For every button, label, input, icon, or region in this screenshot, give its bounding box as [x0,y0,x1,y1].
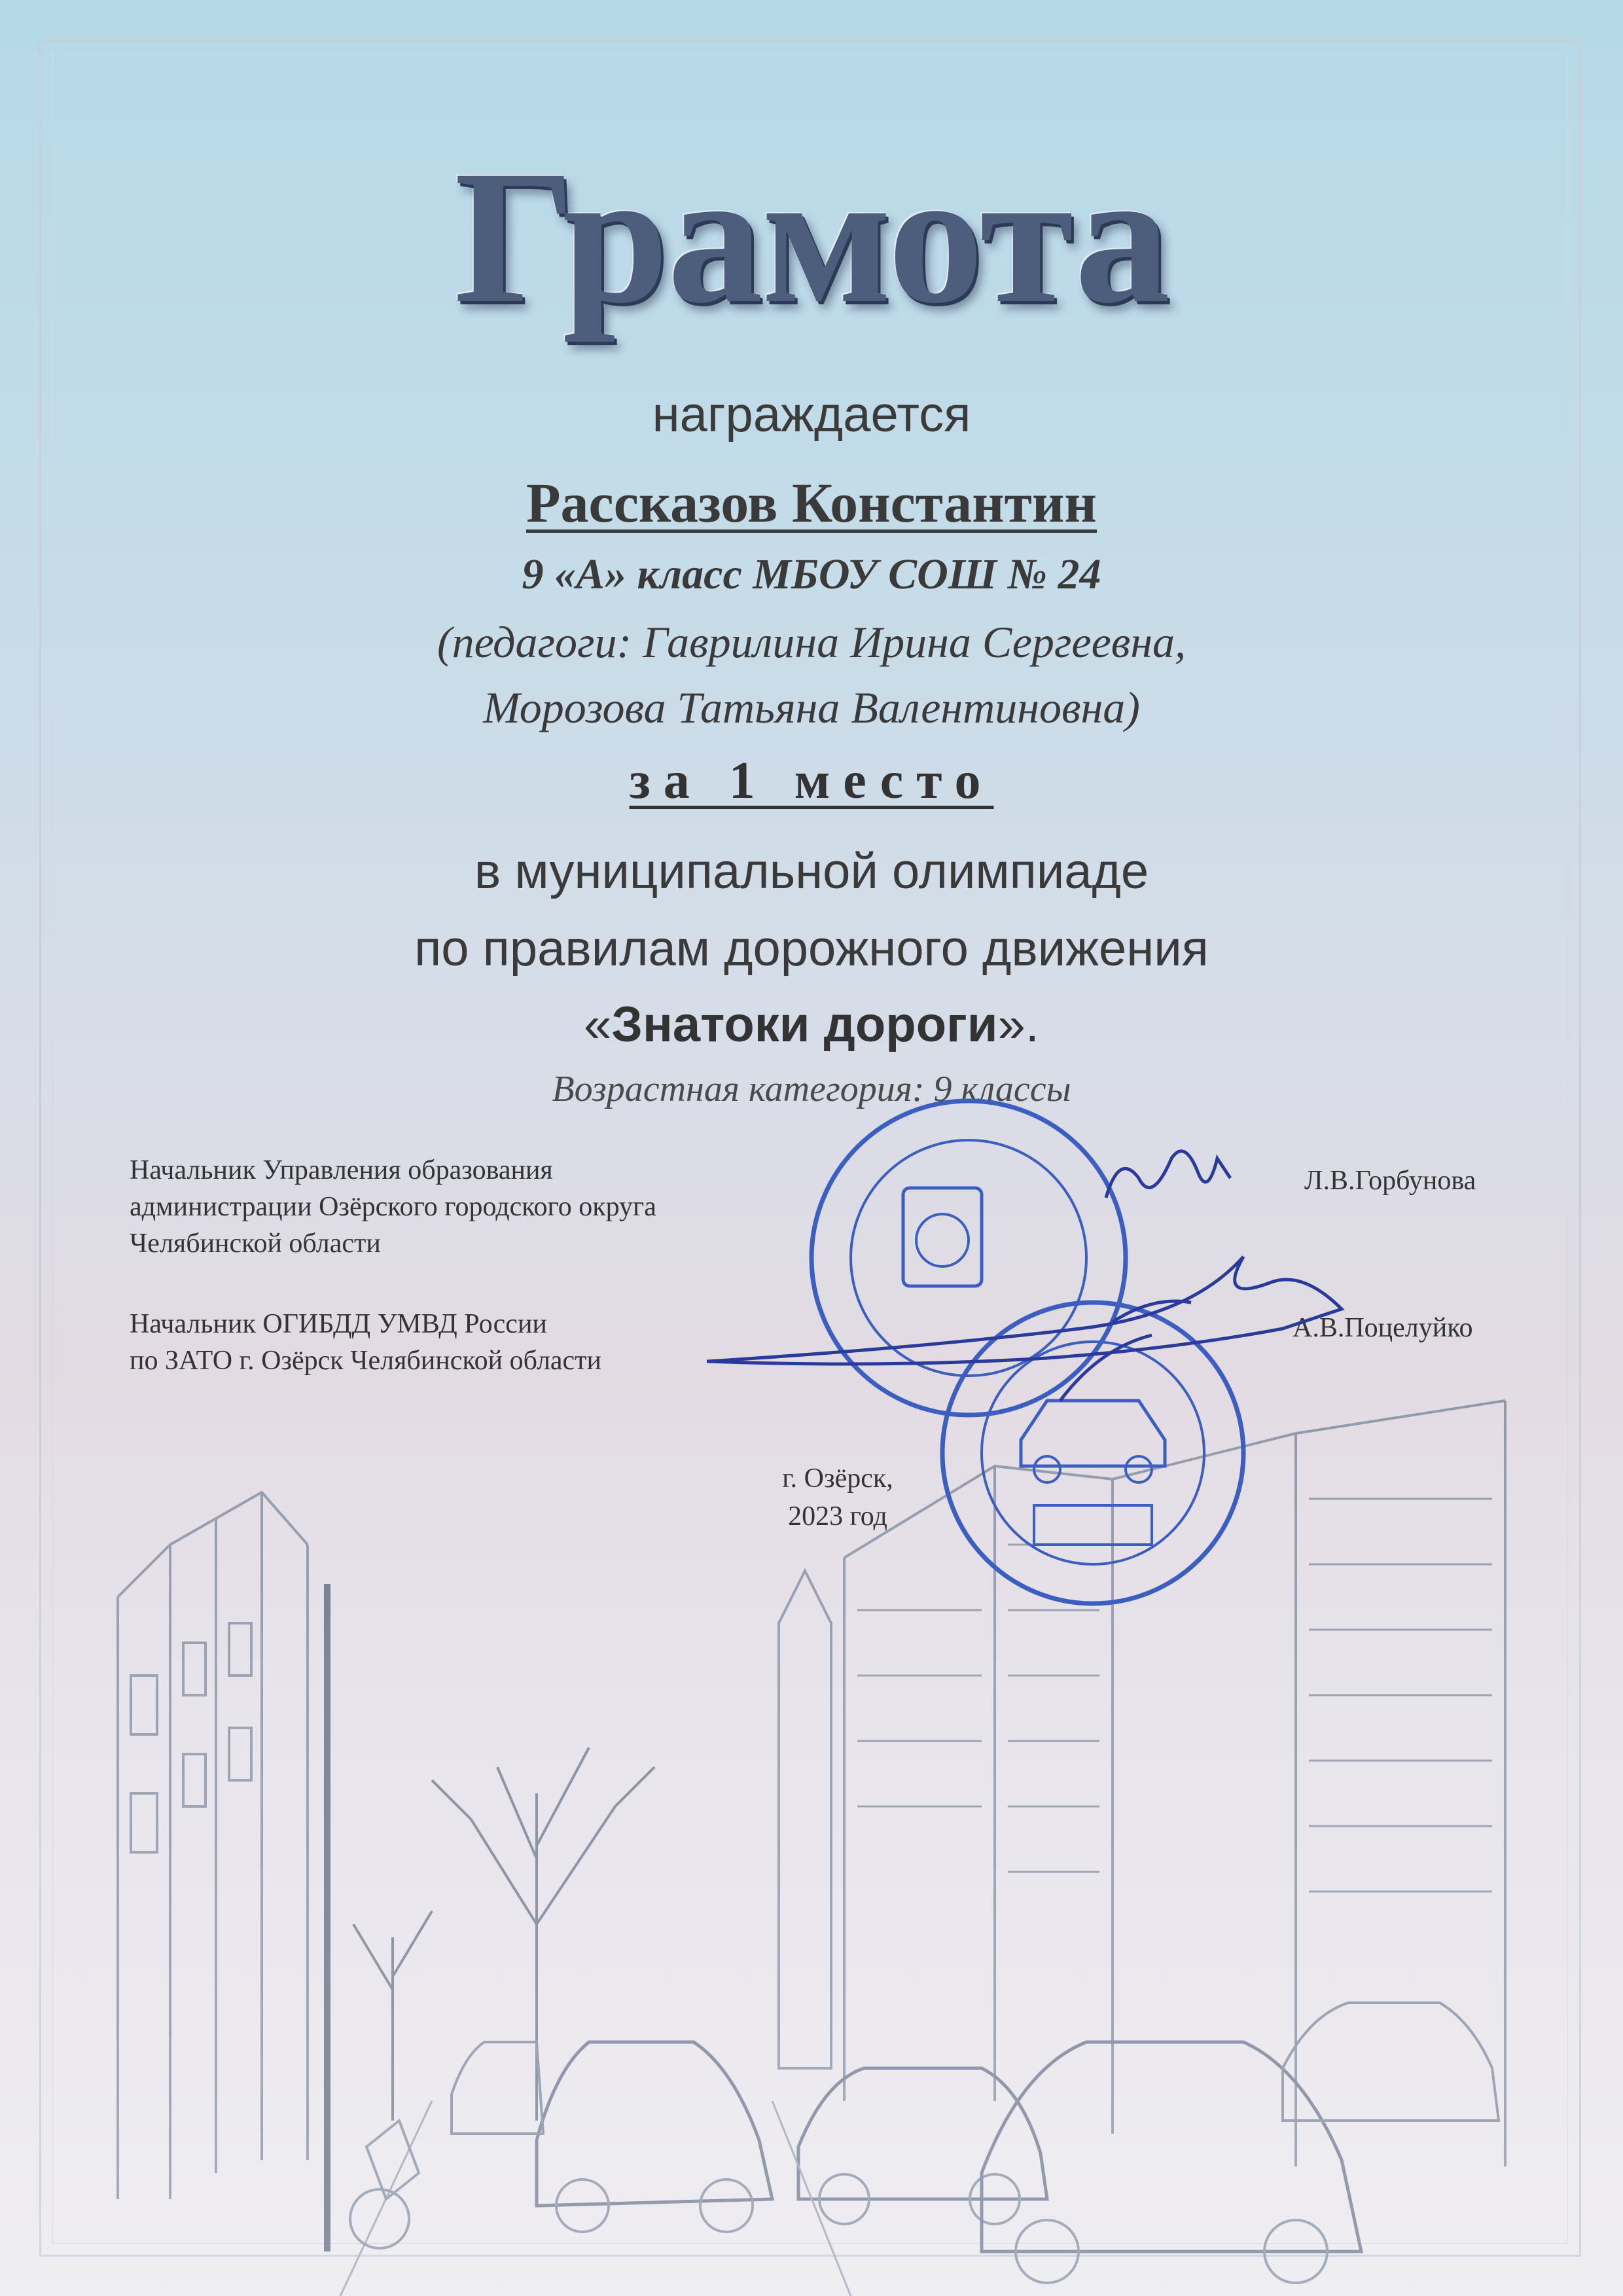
awarded-label: награждается [652,387,971,442]
event-line-1: в муниципальной олимпиаде [474,844,1149,899]
signatory-1-name: Л.В.Горбунова [1304,1166,1476,1196]
signature-2 [707,1257,1342,1401]
event-line-2: по правилам дорожного движения [414,921,1209,977]
position-line: Начальник Управления образования [130,1155,553,1185]
event-name: Знатоки дороги [611,997,998,1052]
age-category: Возрастная категория: 9 классы [552,1069,1071,1109]
certificate-title: Грамота [454,132,1169,343]
recipient-name-text: Рассказов Константин [526,471,1097,534]
quote-close: ». [997,997,1039,1052]
position-line: Начальник ОГИБДД УМВД России [130,1309,547,1339]
position-line: Челябинской области [130,1229,381,1259]
position-line: администрации Озёрского городского округа [130,1192,656,1222]
quote-open: « [584,997,612,1052]
signatory-2-name: А.В.Поцелуйко [1293,1313,1473,1343]
position-line: по ЗАТО г. Озёрск Челябинской области [130,1346,602,1376]
place-text: за 1 место [629,752,994,810]
teachers-line-2: Морозова Татьяна Валентиновна) [483,683,1140,732]
location: г. Озёрск, [782,1463,893,1494]
teachers-line-1: (педагоги: Гаврилина Ирина Сергеевна, [437,617,1186,667]
year: 2023 год [788,1501,887,1532]
traffic-police-stamp [942,1302,1243,1604]
class-school: 9 «А» класс МБОУ СОШ № 24 [522,550,1101,598]
signature-1 [1106,1151,1230,1198]
